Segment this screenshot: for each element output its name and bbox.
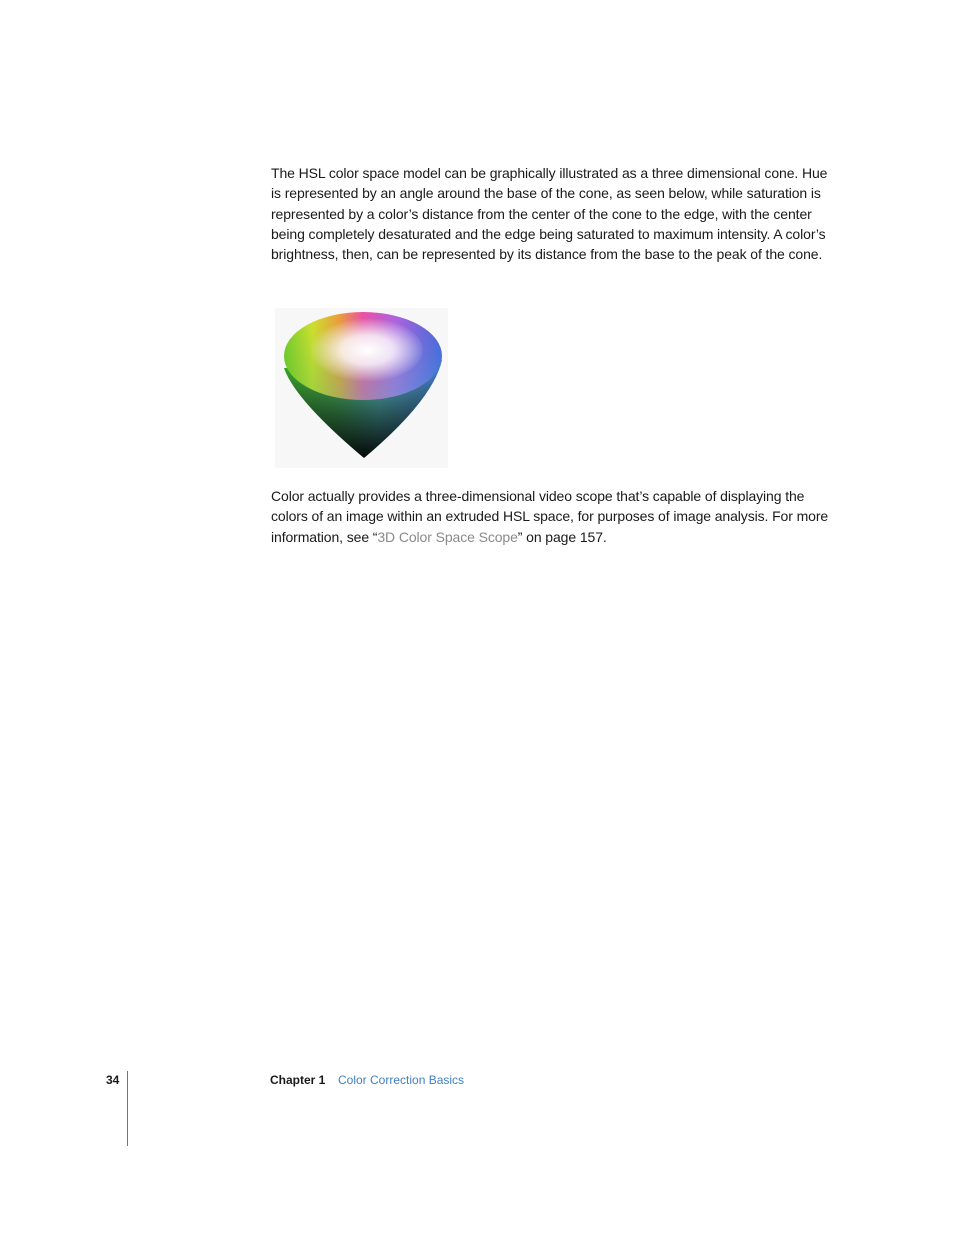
hsl-cone-icon — [275, 308, 448, 468]
body-paragraph — [271, 486, 831, 547]
page-number: 34 — [106, 1073, 120, 1087]
paragraph-text: Color actually provides a three-dimensional video scope that’s capable of displaying the colors of an image within an extruded HSL space, for purposes of image analysis. For more information, see “ — [271, 488, 829, 545]
hsl-cone-figure — [275, 308, 448, 468]
chapter-label: Chapter 1 — [270, 1073, 326, 1087]
body-paragraph: The HSL color space model can be graphically illustrated as a three dimensional cone. Hue is represented by an angle around the base of the cone, as seen below, while saturation is represented by a color’s distance from the center of the cone to the edge, with the center being completely desaturated and the edge being saturated to maximum intensity. A color’s brightness, then, can be represented by its distance from the base to the peak of the cone. — [271, 165, 828, 263]
cross-reference-link[interactable]: 3D Color Space Scope — [377, 528, 518, 545]
footer-divider — [127, 1071, 128, 1146]
paragraph-text: ” on page 157. — [517, 528, 607, 545]
chapter-title: Color Correction Basics — [338, 1073, 465, 1087]
